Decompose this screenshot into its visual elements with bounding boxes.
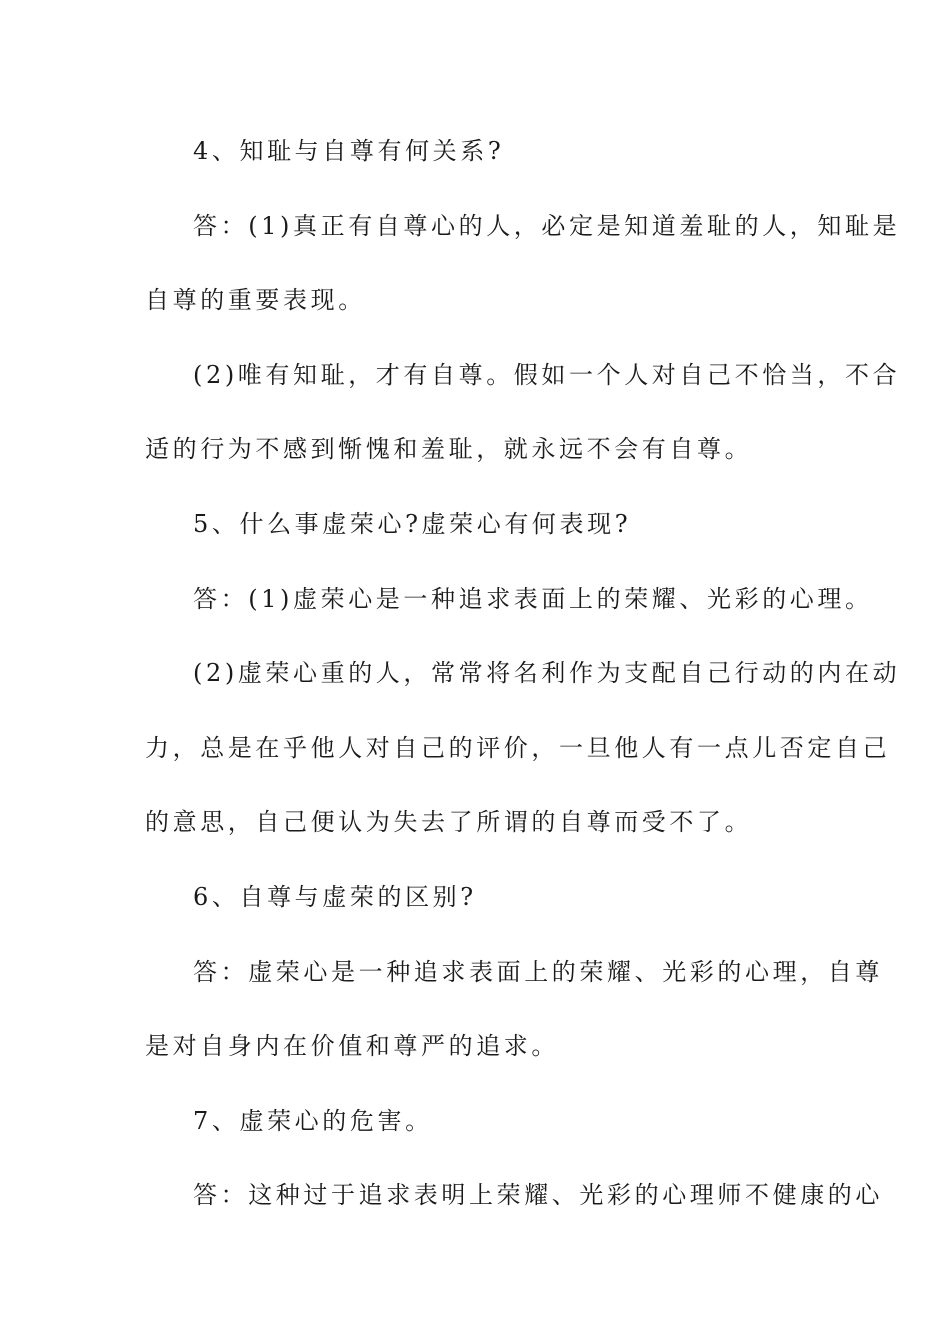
answer-4-part-1-line-2: 自尊的重要表现。 — [145, 286, 366, 314]
answer-7-line-1: 答：这种过于追求表明上荣耀、光彩的心理师不健康的心 — [193, 1181, 883, 1209]
question-7-heading: 7、虚荣心的危害。 — [193, 1107, 433, 1135]
answer-6-line-1: 答：虚荣心是一种追求表面上的荣耀、光彩的心理，自尊 — [193, 958, 883, 986]
answer-5-part-2-line-3: 的意思，自己便认为失去了所谓的自尊而受不了。 — [145, 808, 753, 836]
answer-5-part-1: 答：(1)虚荣心是一种追求表面上的荣耀、光彩的心理。 — [193, 585, 873, 613]
question-6-heading: 6、自尊与虚荣的区别? — [193, 883, 477, 911]
answer-4-part-2-line-1: (2)唯有知耻，才有自尊。假如一个人对自己不恰当，不合 — [193, 361, 901, 389]
answer-5-part-2-line-1: (2)虚荣心重的人，常常将名利作为支配自己行动的内在动 — [193, 659, 901, 687]
question-5-heading: 5、什么事虚荣心?虚荣心有何表现? — [193, 510, 632, 538]
answer-5-part-2-line-2: 力，总是在乎他人对自己的评价，一旦他人有一点儿否定自己 — [145, 734, 891, 762]
answer-4-part-2-line-2: 适的行为不感到惭愧和羞耻，就永远不会有自尊。 — [145, 435, 753, 463]
question-4-heading: 4、知耻与自尊有何关系? — [193, 137, 505, 165]
answer-6-line-2: 是对自身内在价值和尊严的追求。 — [145, 1032, 559, 1060]
answer-4-part-1-line-1: 答：(1)真正有自尊心的人，必定是知道羞耻的人，知耻是 — [193, 212, 901, 240]
